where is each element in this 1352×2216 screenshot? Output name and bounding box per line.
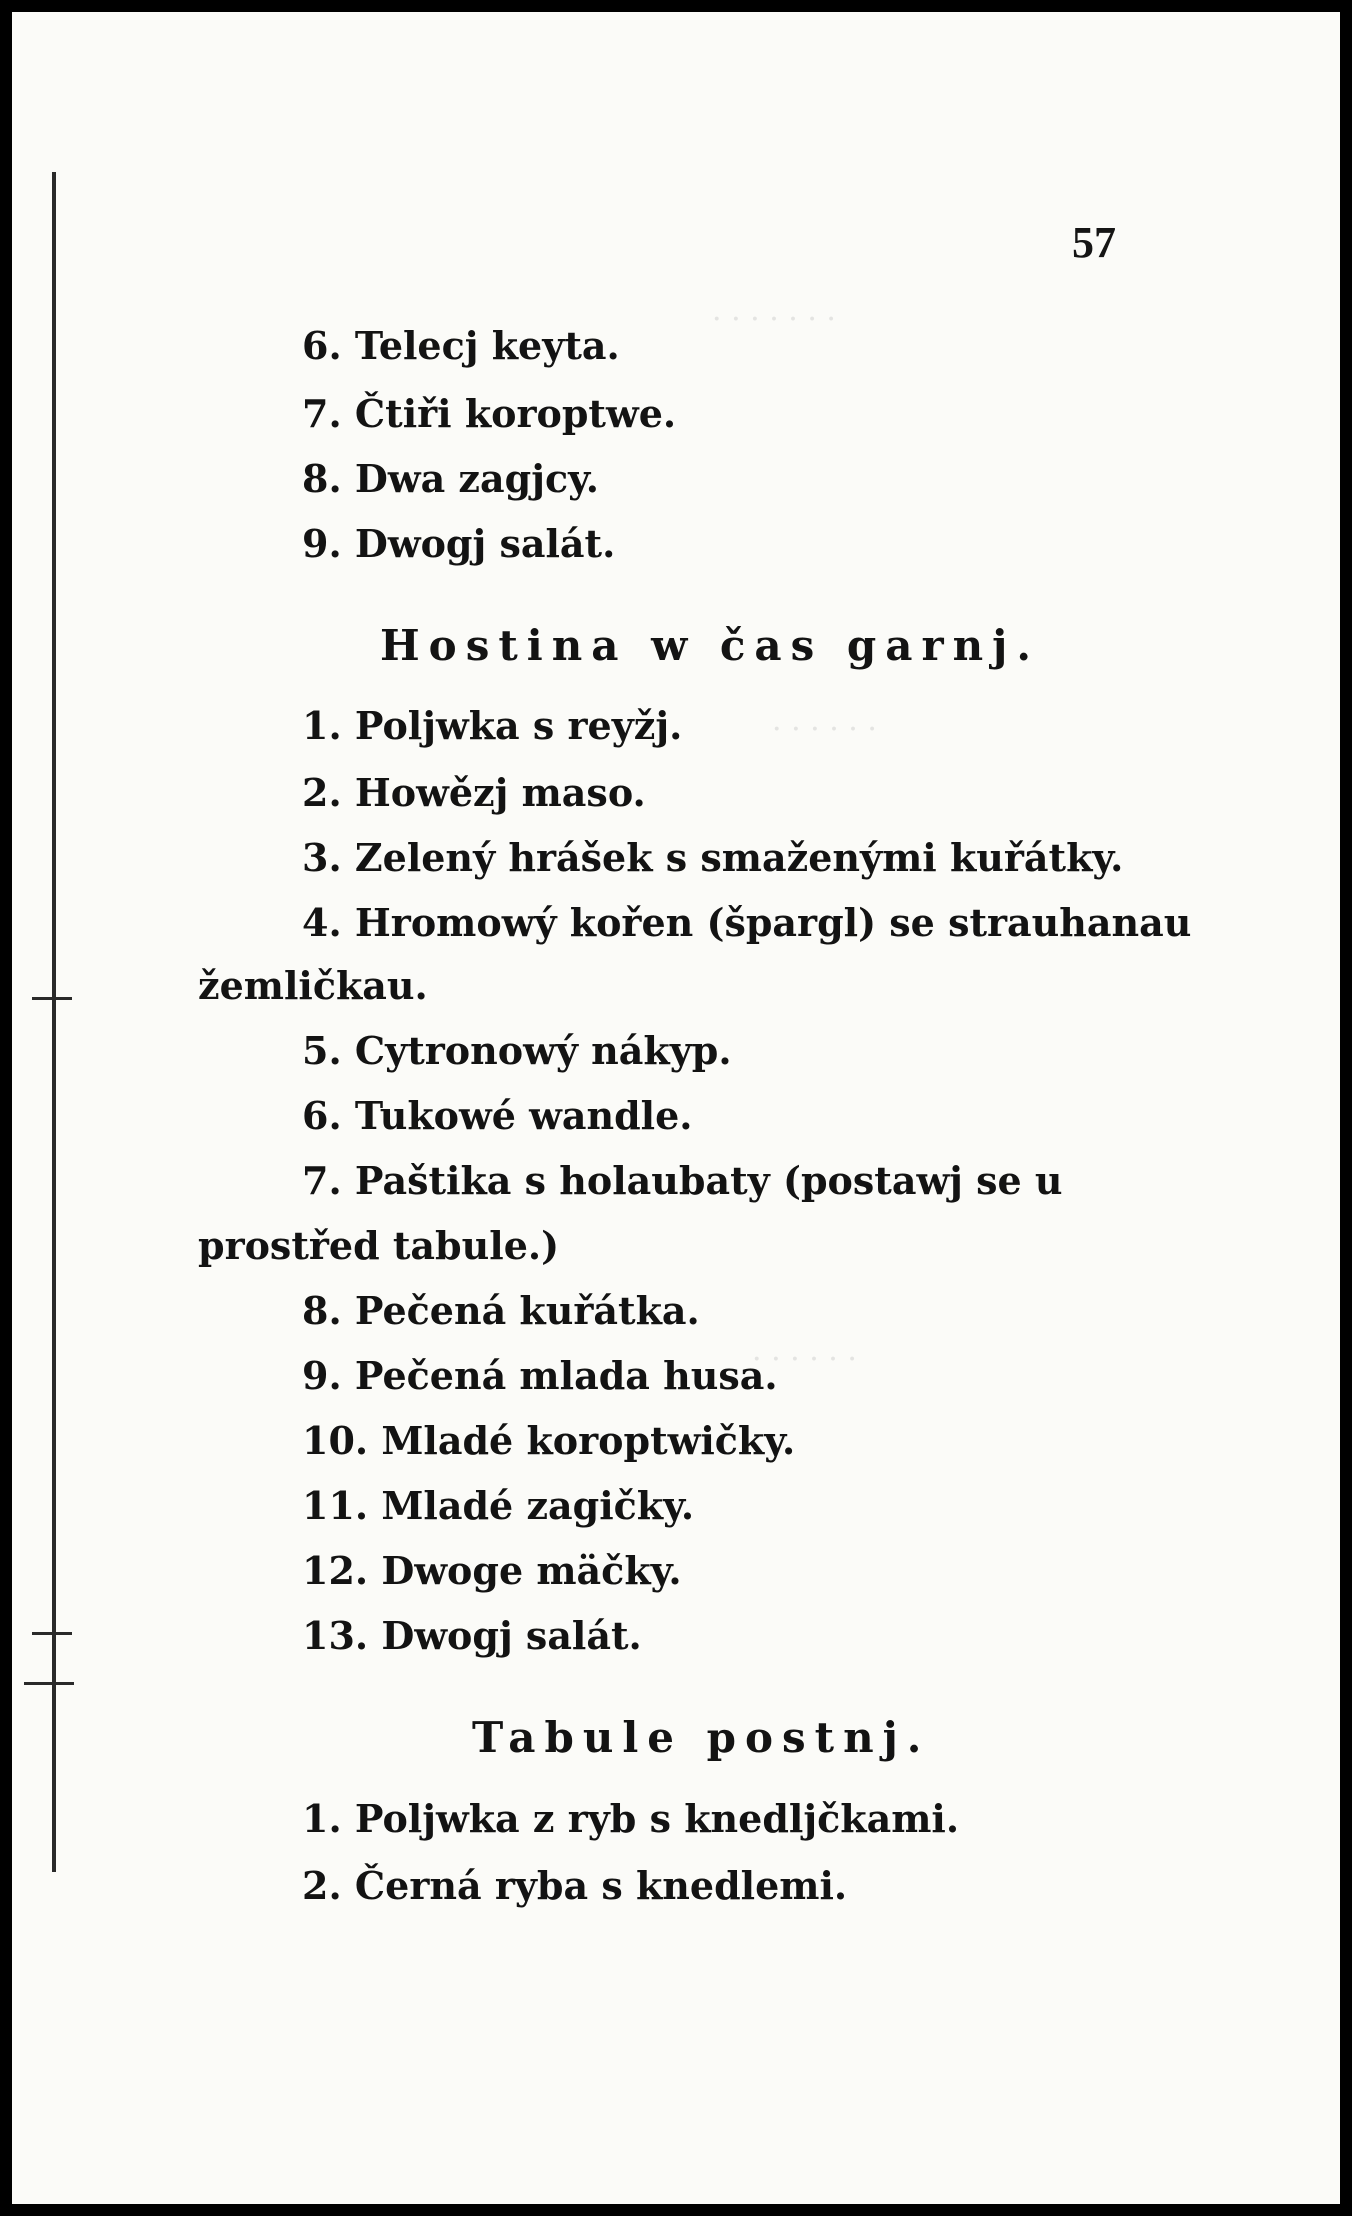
section-heading: Hostina w čas garnj.	[380, 621, 1040, 670]
menu-item: 1. Poljwka z ryb s knedljčkami.	[302, 1796, 960, 1841]
menu-item: 7. Paštika s holaubaty (postawj se u	[302, 1158, 1063, 1203]
menu-item-continuation: prostřed tabule.)	[198, 1223, 560, 1268]
menu-item: 6. Tukowé wandle.	[302, 1093, 693, 1138]
section-heading: Tabule postnj.	[472, 1713, 931, 1762]
menu-item: 12. Dwoge mäčky.	[302, 1548, 682, 1593]
menu-item-continuation: žemličkau.	[198, 963, 428, 1008]
menu-item: 11. Mladé zagičky.	[302, 1483, 695, 1528]
show-through-mark: · · · · · ·	[752, 1342, 857, 1377]
menu-item: 5. Cytronowý nákyp.	[302, 1028, 732, 1073]
binding-tick	[24, 1682, 74, 1685]
binding-edge-line	[52, 172, 56, 1872]
menu-item: 10. Mladé koroptwičky.	[302, 1418, 796, 1463]
page-number: 57	[1072, 218, 1116, 267]
menu-item: 8. Pečená kuřátka.	[302, 1288, 700, 1333]
menu-item: 13. Dwogj salát.	[302, 1613, 642, 1658]
binding-tick	[32, 997, 72, 1000]
menu-item: 9. Dwogj salát.	[302, 521, 616, 566]
show-through-mark: · · · · · ·	[772, 712, 877, 747]
binding-tick	[32, 1632, 72, 1635]
menu-item: 3. Zelený hrášek s smaženými kuřátky.	[302, 835, 1124, 880]
menu-item: 1. Poljwka s reyžj.	[302, 703, 683, 748]
menu-item: 7. Čtiři koroptwe.	[302, 391, 677, 436]
menu-item: 8. Dwa zagjcy.	[302, 456, 600, 501]
menu-item: 4. Hromowý kořen (špargl) se strauhanau	[302, 900, 1192, 945]
menu-item: 6. Telecj keyta.	[302, 323, 620, 368]
book-page	[12, 12, 1340, 2204]
menu-item: 2. Howězj maso.	[302, 770, 646, 815]
menu-item: 9. Pečená mlada husa.	[302, 1353, 778, 1398]
menu-item: 2. Černá ryba s knedlemi.	[302, 1863, 848, 1908]
show-through-mark: · · · · · · ·	[712, 302, 836, 337]
